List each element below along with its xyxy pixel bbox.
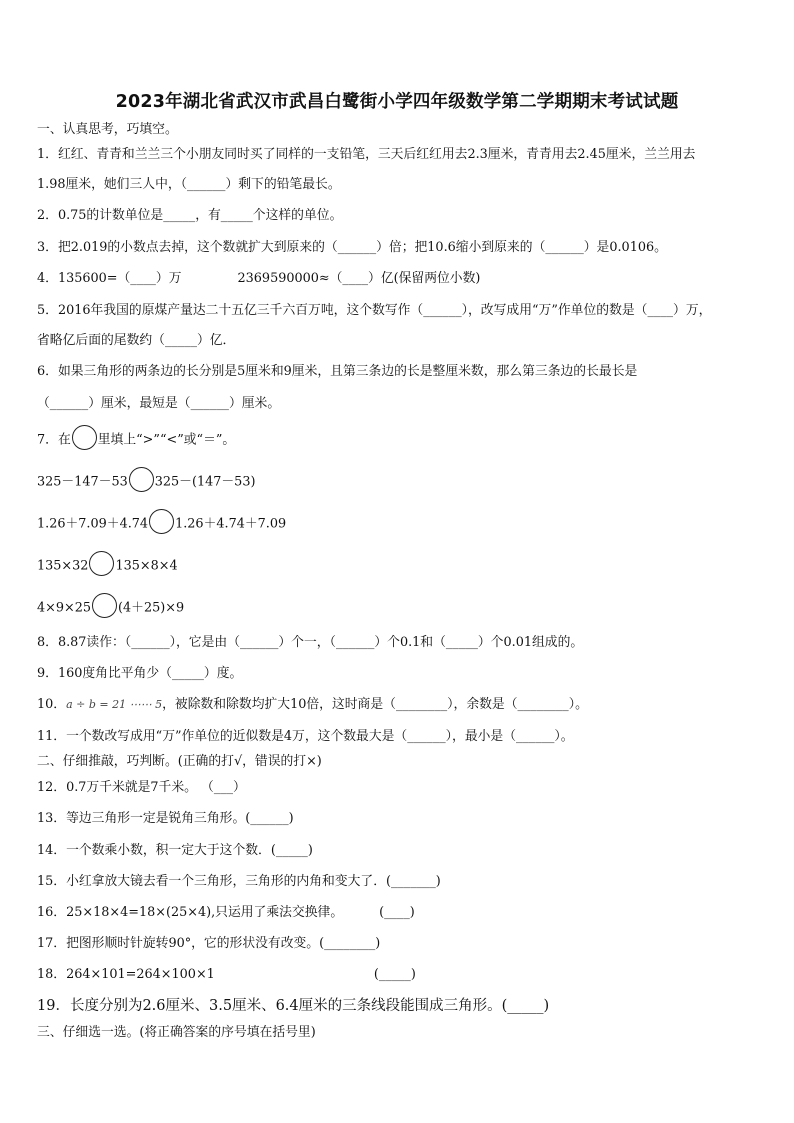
compare-right: 325－(147－53) bbox=[154, 474, 256, 490]
question-18-text: 18．264×101=264×100×1 bbox=[37, 967, 215, 982]
question-16 bbox=[37, 904, 415, 922]
question-9: 9．160度角比平角少（_____）度。 bbox=[37, 666, 243, 681]
answer-circle[interactable] bbox=[89, 551, 114, 576]
question-6-line-1: 6．如果三角形的两条边的长分别是5厘米和9厘米，且第三条边的长是整厘米数，那么第三条边的长最长是 bbox=[37, 364, 638, 379]
compare-left: 1.26＋7.09＋4.74 bbox=[37, 516, 149, 532]
compare-row-1 bbox=[37, 472, 255, 492]
answer-circle[interactable] bbox=[92, 593, 117, 618]
division-expression: a ÷ b = 21 ⋯⋯ 5 bbox=[66, 698, 163, 711]
question-5-line-1: 5．2016年我国的原煤产量达二十五亿三千六百万吨，这个数写作（______），改写成用“万”作单位的数是（____）万， bbox=[37, 303, 712, 318]
question-11: 11．一个数改写成用“万”作单位的近似数是4万，这个数最大是（______），最小是（______）。 bbox=[37, 729, 574, 744]
question-13: 13．等边三角形一定是锐角三角形。(______) bbox=[37, 811, 294, 826]
answer-circle[interactable] bbox=[129, 467, 154, 492]
compare-row-3 bbox=[37, 556, 178, 576]
compare-left: 4×9×25 bbox=[37, 600, 92, 616]
question-18 bbox=[37, 966, 416, 984]
question-7-suffix: 里填上“>”“<”或“＝”。 bbox=[97, 432, 236, 448]
question-7 bbox=[37, 430, 235, 450]
page-title: 2023年湖北省武汉市武昌白鹭街小学四年级数学第二学期期末考试试题 bbox=[115, 92, 679, 112]
section-1-heading: 一、认真思考，巧填空。 bbox=[37, 122, 178, 137]
question-15: 15．小红拿放大镜去看一个三角形，三角形的内角和变大了．(_______) bbox=[37, 874, 441, 889]
answer-circle[interactable] bbox=[72, 425, 97, 450]
question-10 bbox=[37, 696, 588, 714]
answer-circle[interactable] bbox=[149, 509, 174, 534]
question-10-number: 10． bbox=[37, 697, 67, 712]
question-14: 14．一个数乘小数，积一定大于这个数．(_____) bbox=[37, 843, 313, 858]
compare-left: 135×32 bbox=[37, 558, 89, 574]
compare-right: 1.26＋4.74＋7.09 bbox=[175, 516, 287, 532]
question-2: 2．0.75的计数单位是_____，有_____个这样的单位。 bbox=[37, 208, 343, 223]
section-3-heading: 三、仔细选一选。(将正确答案的序号填在括号里) bbox=[37, 1025, 316, 1040]
question-8: 8．8.87读作：（______），它是由（______）个一，（______）个0.1和（_____）个0.01组成的。 bbox=[37, 635, 584, 650]
compare-row-4 bbox=[37, 598, 184, 618]
compare-left: 325－147－53 bbox=[37, 474, 128, 490]
question-10-text: ，被除数和除数均扩大10倍，这时商是（________），余数是（________）。 bbox=[162, 697, 588, 712]
question-4-part-a: 4．135600=（____）万 bbox=[37, 271, 182, 286]
compare-row-2 bbox=[37, 514, 286, 534]
question-5-line-2: 省略亿后面的尾数约（_____）亿． bbox=[37, 333, 236, 348]
question-4-part-b: 2369590000≈（____）亿(保留两位小数) bbox=[237, 271, 481, 286]
compare-right: 135×8×4 bbox=[115, 558, 178, 574]
question-19: 19．长度分别为2.6厘米、3.5厘米、6.4厘米的三条线段能围成三角形。(_____) bbox=[37, 998, 550, 1014]
question-7-prefix: 7．在 bbox=[37, 432, 71, 448]
question-6-line-2: （______）厘米，最短是（______）厘米。 bbox=[37, 396, 281, 411]
question-4 bbox=[37, 270, 480, 288]
question-1-line-2: 1.98厘米，她们三人中，（______）剩下的铅笔最长。 bbox=[37, 177, 341, 192]
answer-blank: (____) bbox=[379, 905, 415, 920]
question-3: 3．把2.019的小数点去掉，这个数就扩大到原来的（______）倍；把10.6缩小到原来的（______）是0.0106。 bbox=[37, 240, 667, 255]
section-2-heading: 二、仔细推敲，巧判断。(正确的打√，错误的打×) bbox=[37, 754, 322, 769]
compare-right: (4＋25)×9 bbox=[118, 600, 185, 616]
question-12: 12．0.7万千米就是7千米。 （___） bbox=[37, 780, 246, 795]
question-1-line-1: 1．红红、青青和兰兰三个小朋友同时买了同样的一支铅笔，三天后红红用去2.3厘米，青青用去2.45厘米，兰兰用去 bbox=[37, 147, 696, 162]
question-16-text: 16．25×18×4=18×(25×4),只运用了乘法交换律。 bbox=[37, 905, 344, 920]
question-17: 17．把图形顺时针旋转90°，它的形状没有改变。(________) bbox=[37, 936, 381, 951]
answer-blank: (_____) bbox=[373, 967, 416, 982]
